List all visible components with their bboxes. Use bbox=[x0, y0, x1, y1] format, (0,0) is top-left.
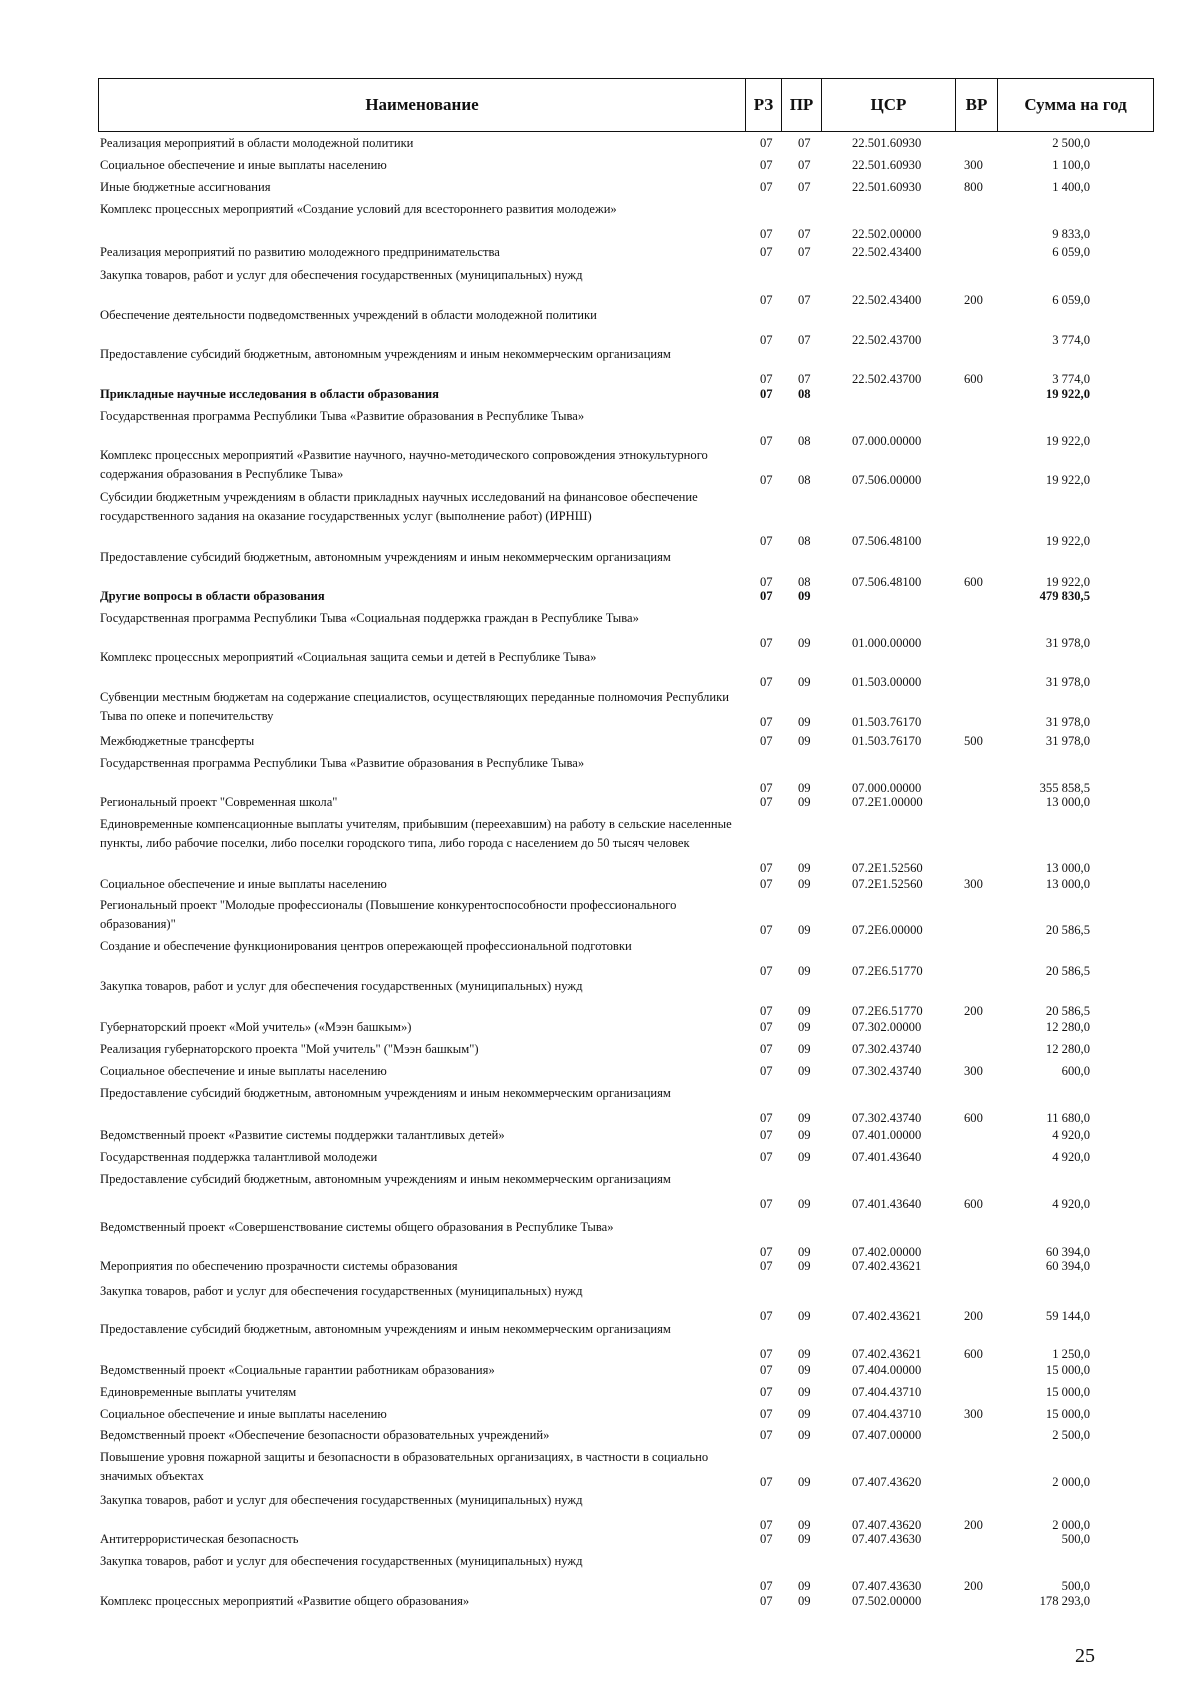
row-csr: 07.502.00000 bbox=[852, 1594, 922, 1608]
row-name: Иные бюджетные ассигнования bbox=[100, 180, 271, 194]
row-sum: 20 586,5 bbox=[1045, 964, 1090, 978]
row-name: Социальное обеспечение и иные выплаты населению bbox=[100, 1064, 387, 1078]
row-csr: 07.404.00000 bbox=[852, 1363, 922, 1377]
row-sum: 11 680,0 bbox=[1046, 1111, 1090, 1125]
row-sum: 19 922,0 bbox=[1045, 575, 1090, 589]
row-name: Субвенции местным бюджетам на содержание специалистов, осуществляющих переданные полномочия Республики Тыва по опеке и попечительству bbox=[100, 690, 729, 723]
row-pr: 08 bbox=[798, 387, 811, 401]
row-rz: 07 bbox=[760, 1111, 773, 1125]
row-name: Обеспечение деятельности подведомственных учреждений в области молодежной политики bbox=[100, 308, 597, 322]
row-pr: 09 bbox=[798, 1197, 811, 1211]
row-csr: 07.2Е1.00000 bbox=[852, 795, 923, 809]
row-sum: 19 922,0 bbox=[1045, 387, 1090, 401]
page-number: 25 bbox=[1075, 1645, 1095, 1667]
row-pr: 07 bbox=[798, 372, 811, 386]
row-rz: 07 bbox=[760, 1245, 773, 1259]
row-sum: 500,0 bbox=[1061, 1579, 1090, 1593]
row-rz: 07 bbox=[760, 1347, 773, 1361]
row-name: Комплекс процессных мероприятий «Развитие научного, научно-методического сопровождения этнокультурного содержания образования в Республике Тыва» bbox=[100, 448, 708, 481]
row-csr: 07.401.43640 bbox=[852, 1197, 922, 1211]
row-rz: 07 bbox=[760, 734, 773, 748]
row-pr: 09 bbox=[798, 1579, 811, 1593]
row-pr: 09 bbox=[798, 923, 811, 937]
row-rz: 07 bbox=[760, 715, 773, 729]
row-vr: 200 bbox=[964, 1004, 983, 1018]
row-sum: 355 858,5 bbox=[1039, 781, 1090, 795]
row-csr: 07.407.43620 bbox=[852, 1518, 922, 1532]
row-pr: 08 bbox=[798, 575, 811, 589]
row-pr: 09 bbox=[798, 1428, 811, 1442]
row-csr: 07.2Е1.52560 bbox=[852, 877, 923, 891]
row-name: Закупка товаров, работ и услуг для обеспечения государственных (муниципальных) нужд bbox=[100, 1284, 583, 1298]
row-name: Межбюджетные трансферты bbox=[100, 734, 255, 748]
row-rz: 07 bbox=[760, 293, 773, 307]
row-vr: 200 bbox=[964, 1579, 983, 1593]
row-name: Закупка товаров, работ и услуг для обеспечения государственных (муниципальных) нужд bbox=[100, 1554, 583, 1568]
row-name: Создание и обеспечение функционирования центров опережающей профессиональной подготовки bbox=[100, 939, 632, 953]
row-name: Другие вопросы в области образования bbox=[100, 589, 325, 603]
row-rz: 07 bbox=[760, 1407, 773, 1421]
row-csr: 07.401.00000 bbox=[852, 1128, 922, 1142]
row-csr: 07.302.00000 bbox=[852, 1020, 922, 1034]
row-rz: 07 bbox=[760, 534, 773, 548]
row-csr: 22.501.60930 bbox=[852, 158, 922, 172]
row-vr: 300 bbox=[964, 877, 983, 891]
row-rz: 07 bbox=[760, 180, 773, 194]
row-name: Закупка товаров, работ и услуг для обеспечения государственных (муниципальных) нужд bbox=[100, 1493, 583, 1507]
row-pr: 09 bbox=[798, 1594, 811, 1608]
row-rz: 07 bbox=[760, 575, 773, 589]
row-name: Государственная программа Республики Тыва «Развитие образования в Республике Тыва» bbox=[100, 756, 585, 770]
row-csr: 07.2Е1.52560 bbox=[852, 861, 923, 875]
row-vr: 300 bbox=[964, 158, 983, 172]
row-sum: 19 922,0 bbox=[1045, 473, 1090, 487]
row-rz: 07 bbox=[760, 333, 773, 347]
row-name: Закупка товаров, работ и услуг для обеспечения государственных (муниципальных) нужд bbox=[100, 979, 583, 993]
row-pr: 07 bbox=[798, 333, 811, 347]
row-sum: 178 293,0 bbox=[1039, 1594, 1090, 1608]
row-rz: 07 bbox=[760, 1518, 773, 1532]
row-name: Реализация мероприятий в области молодежной политики bbox=[100, 136, 414, 150]
row-sum: 20 586,5 bbox=[1045, 1004, 1090, 1018]
row-pr: 09 bbox=[798, 1259, 811, 1273]
row-rz: 07 bbox=[760, 136, 773, 150]
row-csr: 22.501.60930 bbox=[852, 136, 922, 150]
row-name: Ведомственный проект «Развитие системы поддержки талантливых детей» bbox=[100, 1128, 505, 1142]
row-name: Реализация губернаторского проекта "Мой учитель" ("Мээн башкым") bbox=[100, 1042, 479, 1056]
row-pr: 09 bbox=[798, 795, 811, 809]
row-rz: 07 bbox=[760, 1594, 773, 1608]
row-pr: 09 bbox=[798, 715, 811, 729]
row-rz: 07 bbox=[760, 589, 773, 603]
row-csr: 22.502.43700 bbox=[852, 372, 922, 386]
row-rz: 07 bbox=[760, 636, 773, 650]
row-rz: 07 bbox=[760, 1020, 773, 1034]
row-pr: 08 bbox=[798, 473, 811, 487]
row-name: Единовременные компенсационные выплаты учителям, прибывшим (переехавшим) на работу в сельские населенные пункты, либо рабочие поселки, либо поселки городского типа, либо города с населением до 50 тысяч человек bbox=[100, 817, 732, 850]
row-rz: 07 bbox=[760, 372, 773, 386]
row-pr: 09 bbox=[798, 1150, 811, 1164]
row-csr: 01.503.00000 bbox=[852, 675, 922, 689]
row-sum: 1 100,0 bbox=[1052, 158, 1090, 172]
row-vr: 600 bbox=[964, 1111, 983, 1125]
row-csr: 07.402.43621 bbox=[852, 1259, 922, 1273]
row-pr: 09 bbox=[798, 1363, 811, 1377]
row-name: Губернаторский проект «Мой учитель» («Мээн башкым») bbox=[100, 1020, 412, 1034]
row-csr: 22.502.43700 bbox=[852, 333, 922, 347]
row-name: Государственная программа Республики Тыва «Социальная поддержка граждан в Республике Тыва» bbox=[100, 611, 639, 625]
row-pr: 09 bbox=[798, 1004, 811, 1018]
row-rz: 07 bbox=[760, 795, 773, 809]
row-pr: 09 bbox=[798, 964, 811, 978]
row-sum: 2 500,0 bbox=[1052, 136, 1090, 150]
row-vr: 600 bbox=[964, 372, 983, 386]
row-rz: 07 bbox=[760, 1309, 773, 1323]
row-sum: 13 000,0 bbox=[1045, 861, 1090, 875]
row-rz: 07 bbox=[760, 387, 773, 401]
row-rz: 07 bbox=[760, 1532, 773, 1546]
row-pr: 09 bbox=[798, 1111, 811, 1125]
row-rz: 07 bbox=[760, 1004, 773, 1018]
row-rz: 07 bbox=[760, 473, 773, 487]
row-csr: 22.502.00000 bbox=[852, 227, 922, 241]
row-name: Региональный проект "Молодые профессионалы (Повышение конкурентоспособности профессионального образования)" bbox=[100, 898, 677, 931]
header-rz: РЗ bbox=[746, 78, 782, 132]
row-sum: 2 000,0 bbox=[1052, 1518, 1090, 1532]
row-vr: 300 bbox=[964, 1064, 983, 1078]
row-name: Антитеррористическая безопасность bbox=[100, 1532, 299, 1546]
header-sum: Сумма на год bbox=[998, 78, 1154, 132]
row-csr: 07.2Е6.00000 bbox=[852, 923, 923, 937]
row-pr: 09 bbox=[798, 1407, 811, 1421]
row-name: Комплекс процессных мероприятий «Создание условий для всестороннего развития молодежи» bbox=[100, 202, 617, 216]
row-pr: 09 bbox=[798, 636, 811, 650]
row-sum: 2 000,0 bbox=[1052, 1475, 1090, 1489]
row-sum: 3 774,0 bbox=[1052, 372, 1090, 386]
row-name: Государственная программа Республики Тыва «Развитие образования в Республике Тыва» bbox=[100, 409, 585, 423]
row-sum: 15 000,0 bbox=[1045, 1363, 1090, 1377]
row-sum: 12 280,0 bbox=[1045, 1020, 1090, 1034]
row-rz: 07 bbox=[760, 781, 773, 795]
row-pr: 09 bbox=[798, 1128, 811, 1142]
row-name: Прикладные научные исследования в области образования bbox=[100, 387, 439, 401]
row-csr: 07.401.43640 bbox=[852, 1150, 922, 1164]
row-sum: 4 920,0 bbox=[1052, 1128, 1090, 1142]
row-pr: 09 bbox=[798, 1042, 811, 1056]
row-name: Предоставление субсидий бюджетным, автономным учреждениям и иным некоммерческим организациям bbox=[100, 1172, 671, 1186]
row-sum: 3 774,0 bbox=[1052, 333, 1090, 347]
row-vr: 200 bbox=[964, 1309, 983, 1323]
row-rz: 07 bbox=[760, 245, 773, 259]
row-csr: 07.506.00000 bbox=[852, 473, 922, 487]
row-csr: 07.402.00000 bbox=[852, 1245, 922, 1259]
row-csr: 01.503.76170 bbox=[852, 734, 922, 748]
row-csr: 07.2Е6.51770 bbox=[852, 964, 923, 978]
row-sum: 60 394,0 bbox=[1045, 1245, 1090, 1259]
row-rz: 07 bbox=[760, 1197, 773, 1211]
row-csr: 07.407.43630 bbox=[852, 1532, 922, 1546]
row-csr: 07.404.43710 bbox=[852, 1385, 922, 1399]
row-rz: 07 bbox=[760, 675, 773, 689]
row-csr: 07.2Е6.51770 bbox=[852, 1004, 923, 1018]
row-sum: 4 920,0 bbox=[1052, 1197, 1090, 1211]
row-sum: 9 833,0 bbox=[1052, 227, 1090, 241]
row-vr: 200 bbox=[964, 1518, 983, 1532]
row-pr: 09 bbox=[798, 675, 811, 689]
row-vr: 200 bbox=[964, 293, 983, 307]
row-csr: 22.502.43400 bbox=[852, 293, 922, 307]
row-sum: 479 830,5 bbox=[1039, 589, 1090, 603]
row-name: Предоставление субсидий бюджетным, автономным учреждениям и иным некоммерческим организациям bbox=[100, 1322, 671, 1336]
row-pr: 07 bbox=[798, 227, 811, 241]
row-csr: 07.506.48100 bbox=[852, 534, 922, 548]
row-sum: 12 280,0 bbox=[1045, 1042, 1090, 1056]
row-sum: 500,0 bbox=[1061, 1532, 1090, 1546]
row-csr: 01.503.76170 bbox=[852, 715, 922, 729]
row-pr: 09 bbox=[798, 1518, 811, 1532]
row-vr: 600 bbox=[964, 1197, 983, 1211]
row-sum: 19 922,0 bbox=[1045, 534, 1090, 548]
row-sum: 6 059,0 bbox=[1052, 245, 1090, 259]
row-name: Ведомственный проект «Социальные гарантии работникам образования» bbox=[100, 1363, 495, 1377]
row-name: Реализация мероприятий по развитию молодежного предпринимательства bbox=[100, 245, 500, 259]
row-rz: 07 bbox=[760, 1064, 773, 1078]
row-name: Предоставление субсидий бюджетным, автономным учреждениям и иным некоммерческим организациям bbox=[100, 550, 671, 564]
row-name: Единовременные выплаты учителям bbox=[100, 1385, 297, 1399]
row-sum: 31 978,0 bbox=[1045, 715, 1090, 729]
row-rz: 07 bbox=[760, 1579, 773, 1593]
row-rz: 07 bbox=[760, 158, 773, 172]
row-csr: 07.402.43621 bbox=[852, 1309, 922, 1323]
row-csr: 07.404.43710 bbox=[852, 1407, 922, 1421]
header-vr: ВР bbox=[956, 78, 998, 132]
row-rz: 07 bbox=[760, 434, 773, 448]
row-sum: 2 500,0 bbox=[1052, 1428, 1090, 1442]
row-name: Региональный проект "Современная школа" bbox=[100, 795, 338, 809]
row-rz: 07 bbox=[760, 1475, 773, 1489]
row-name: Субсидии бюджетным учреждениям в области прикладных научных исследований на финансовое обеспечение государственного задания на оказание государственных услуг (выполнение работ) (ИРНШ) bbox=[100, 490, 698, 523]
row-pr: 09 bbox=[798, 1064, 811, 1078]
row-pr: 09 bbox=[798, 781, 811, 795]
row-rz: 07 bbox=[760, 1128, 773, 1142]
row-pr: 09 bbox=[798, 877, 811, 891]
row-name: Государственная поддержка талантливой молодежи bbox=[100, 1150, 378, 1164]
row-csr: 07.000.00000 bbox=[852, 434, 922, 448]
row-sum: 13 000,0 bbox=[1045, 795, 1090, 809]
row-csr: 22.501.60930 bbox=[852, 180, 922, 194]
row-vr: 600 bbox=[964, 575, 983, 589]
row-csr: 07.407.00000 bbox=[852, 1428, 922, 1442]
row-rz: 07 bbox=[760, 1150, 773, 1164]
row-name: Социальное обеспечение и иные выплаты населению bbox=[100, 877, 387, 891]
row-pr: 09 bbox=[798, 1475, 811, 1489]
row-sum: 1 250,0 bbox=[1052, 1347, 1090, 1361]
row-pr: 09 bbox=[798, 1309, 811, 1323]
row-pr: 09 bbox=[798, 589, 811, 603]
row-name: Комплекс процессных мероприятий «Развитие общего образования» bbox=[100, 1594, 470, 1608]
row-sum: 31 978,0 bbox=[1045, 675, 1090, 689]
row-pr: 07 bbox=[798, 293, 811, 307]
row-name: Мероприятия по обеспечению прозрачности системы образования bbox=[100, 1259, 458, 1273]
row-name: Социальное обеспечение и иные выплаты населению bbox=[100, 158, 387, 172]
row-name: Комплекс процессных мероприятий «Социальная защита семьи и детей в Республике Тыва» bbox=[100, 650, 597, 664]
row-sum: 19 922,0 bbox=[1045, 434, 1090, 448]
header-name: Наименование bbox=[98, 78, 746, 132]
row-name: Повышение уровня пожарной защиты и безопасности в образовательных организациях, в частности в социально значимых объектах bbox=[100, 1450, 709, 1483]
row-rz: 07 bbox=[760, 923, 773, 937]
row-rz: 07 bbox=[760, 1259, 773, 1273]
row-rz: 07 bbox=[760, 877, 773, 891]
row-sum: 13 000,0 bbox=[1045, 877, 1090, 891]
row-csr: 07.302.43740 bbox=[852, 1042, 922, 1056]
row-csr: 07.506.48100 bbox=[852, 575, 922, 589]
row-sum: 600,0 bbox=[1061, 1064, 1090, 1078]
row-csr: 01.000.00000 bbox=[852, 636, 922, 650]
row-sum: 20 586,5 bbox=[1045, 923, 1090, 937]
row-sum: 1 400,0 bbox=[1052, 180, 1090, 194]
row-vr: 500 bbox=[964, 734, 983, 748]
header-pr: ПР bbox=[782, 78, 822, 132]
row-pr: 07 bbox=[798, 158, 811, 172]
row-name: Ведомственный проект «Обеспечение безопасности образовательных учреждений» bbox=[100, 1428, 550, 1442]
row-pr: 09 bbox=[798, 734, 811, 748]
row-rz: 07 bbox=[760, 227, 773, 241]
row-rz: 07 bbox=[760, 1363, 773, 1377]
row-name: Предоставление субсидий бюджетным, автономным учреждениям и иным некоммерческим организациям bbox=[100, 347, 671, 361]
row-pr: 07 bbox=[798, 245, 811, 259]
row-csr: 07.302.43740 bbox=[852, 1064, 922, 1078]
row-sum: 60 394,0 bbox=[1045, 1259, 1090, 1273]
row-pr: 09 bbox=[798, 1385, 811, 1399]
row-csr: 07.302.43740 bbox=[852, 1111, 922, 1125]
row-sum: 31 978,0 bbox=[1045, 734, 1090, 748]
row-vr: 300 bbox=[964, 1407, 983, 1421]
row-rz: 07 bbox=[760, 1385, 773, 1399]
header-csr: ЦСР bbox=[822, 78, 956, 132]
row-csr: 07.402.43621 bbox=[852, 1347, 922, 1361]
row-name: Закупка товаров, работ и услуг для обеспечения государственных (муниципальных) нужд bbox=[100, 268, 583, 282]
row-pr: 09 bbox=[798, 1020, 811, 1034]
row-csr: 07.407.43620 bbox=[852, 1475, 922, 1489]
row-pr: 07 bbox=[798, 180, 811, 194]
row-sum: 4 920,0 bbox=[1052, 1150, 1090, 1164]
row-pr: 09 bbox=[798, 1245, 811, 1259]
row-pr: 09 bbox=[798, 1347, 811, 1361]
row-sum: 59 144,0 bbox=[1045, 1309, 1090, 1323]
row-csr: 22.502.43400 bbox=[852, 245, 922, 259]
row-pr: 09 bbox=[798, 1532, 811, 1546]
row-vr: 600 bbox=[964, 1347, 983, 1361]
row-csr: 07.000.00000 bbox=[852, 781, 922, 795]
row-pr: 07 bbox=[798, 136, 811, 150]
row-sum: 15 000,0 bbox=[1045, 1407, 1090, 1421]
row-sum: 6 059,0 bbox=[1052, 293, 1090, 307]
row-pr: 09 bbox=[798, 861, 811, 875]
row-rz: 07 bbox=[760, 1042, 773, 1056]
row-name: Предоставление субсидий бюджетным, автономным учреждениям и иным некоммерческим организациям bbox=[100, 1086, 671, 1100]
row-sum: 15 000,0 bbox=[1045, 1385, 1090, 1399]
row-pr: 08 bbox=[798, 534, 811, 548]
row-sum: 31 978,0 bbox=[1045, 636, 1090, 650]
row-rz: 07 bbox=[760, 1428, 773, 1442]
row-csr: 07.407.43630 bbox=[852, 1579, 922, 1593]
row-vr: 800 bbox=[964, 180, 983, 194]
row-rz: 07 bbox=[760, 861, 773, 875]
row-pr: 08 bbox=[798, 434, 811, 448]
row-name: Социальное обеспечение и иные выплаты населению bbox=[100, 1407, 387, 1421]
row-name: Ведомственный проект «Совершенствование системы общего образования в Республике Тыва» bbox=[100, 1220, 614, 1234]
row-rz: 07 bbox=[760, 964, 773, 978]
